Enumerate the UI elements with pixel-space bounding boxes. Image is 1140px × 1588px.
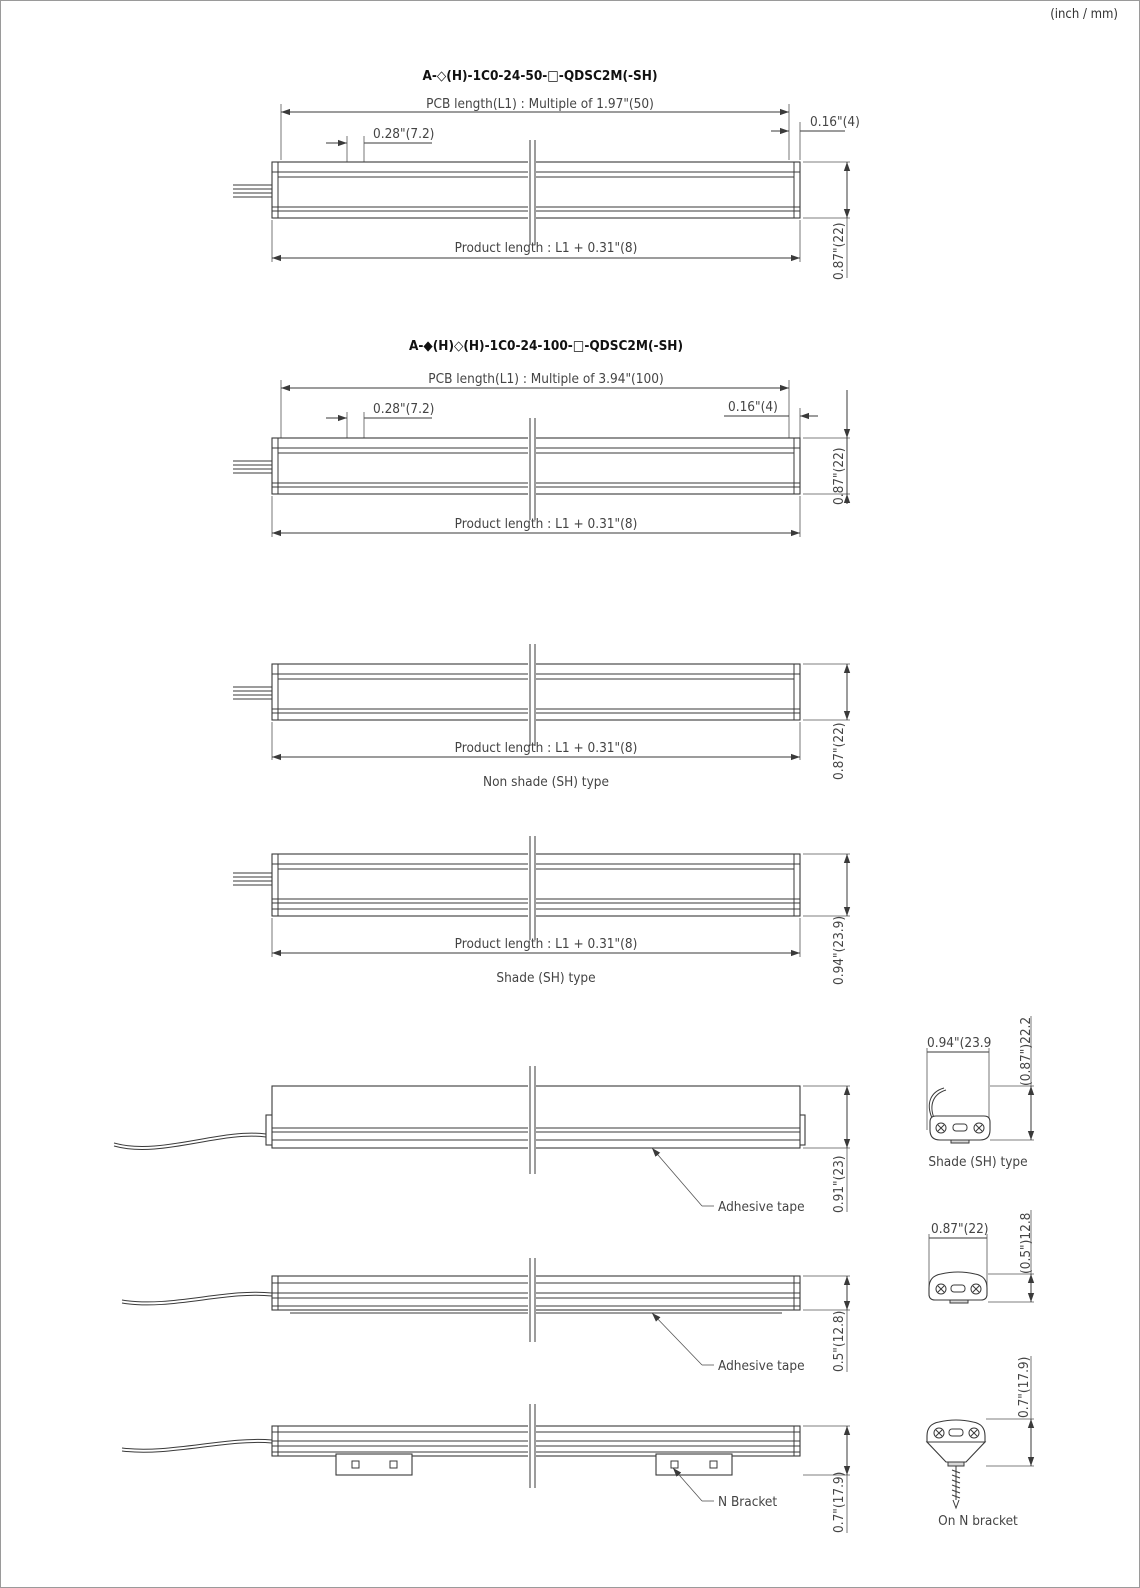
section-2-led-pitch-label: 0.28"(7.2) xyxy=(373,401,435,417)
section-2-pcb-length-label: PCB length(L1) : Multiple of 3.94"(100) xyxy=(428,371,664,387)
section-6-side-height-label: (0.5")12.8 xyxy=(1018,1212,1034,1274)
section-7-side-view xyxy=(927,1356,1034,1529)
units-label: (inch / mm) xyxy=(1050,7,1118,22)
section-4-drawing xyxy=(233,836,850,986)
section-7-height-label: 0.7"(17.9) xyxy=(831,1471,847,1533)
section-2-drawing xyxy=(233,338,850,537)
section-5-side-caption: Shade (SH) type xyxy=(928,1154,1028,1170)
section-3-drawing xyxy=(233,644,850,790)
section-1-edge-offset-label: 0.16"(4) xyxy=(810,114,860,130)
n-bracket-left xyxy=(336,1454,412,1475)
section-1-height-label: 0.87"(22) xyxy=(831,222,847,280)
section-2-height-label: 0.87"(22) xyxy=(831,447,847,505)
section-3-caption: Non shade (SH) type xyxy=(483,774,609,790)
section-6-callout-label: Adhesive tape xyxy=(718,1358,805,1374)
section-4-product-length-label: Product length : L1 + 0.31"(8) xyxy=(454,936,638,952)
section-4-height-label: 0.94"(23.9) xyxy=(831,915,847,985)
section-5-side-width-label: 0.94"(23.9 xyxy=(927,1035,992,1051)
section-2-edge-offset-label: 0.16"(4) xyxy=(728,399,778,415)
section-6-side-width-label: 0.87"(22) xyxy=(931,1221,989,1237)
section-6-side-view xyxy=(929,1210,1034,1303)
section-7-callout-label: N Bracket xyxy=(718,1494,778,1510)
section-7-side-caption: On N bracket xyxy=(938,1513,1018,1529)
section-2-title: A-◆(H)◇(H)-1C0-24-100-□-QDSC2M(-SH) xyxy=(408,338,684,354)
section-1-title: A-◇(H)-1C0-24-50-□-QDSC2M(-SH) xyxy=(422,68,658,84)
section-1-pcb-length-label: PCB length(L1) : Multiple of 1.97"(50) xyxy=(426,96,654,112)
section-3-height-label: 0.87"(22) xyxy=(831,722,847,780)
section-7-side-height-label: 0.7"(17.9) xyxy=(1016,1356,1032,1418)
section-5-side-view xyxy=(927,1016,1034,1170)
section-5-height-label: 0.91"(23) xyxy=(831,1155,847,1213)
section-4-caption: Shade (SH) type xyxy=(496,970,596,986)
section-1-led-pitch-label: 0.28"(7.2) xyxy=(373,126,435,142)
section-3-product-length-label: Product length : L1 + 0.31"(8) xyxy=(454,740,638,756)
section-6-height-label: 0.5"(12.8) xyxy=(831,1310,847,1372)
section-5-drawing xyxy=(114,1016,1034,1215)
section-1-drawing xyxy=(233,68,860,280)
section-6-drawing xyxy=(122,1210,1034,1374)
section-5-callout-label: Adhesive tape xyxy=(718,1199,805,1215)
section-7-drawing xyxy=(122,1356,1034,1533)
section-2-product-length-label: Product length : L1 + 0.31"(8) xyxy=(454,516,638,532)
section-1-product-length-label: Product length : L1 + 0.31"(8) xyxy=(454,240,638,256)
section-5-side-height-label: (0.87")22.2 xyxy=(1018,1016,1034,1086)
n-bracket-right xyxy=(656,1454,732,1475)
